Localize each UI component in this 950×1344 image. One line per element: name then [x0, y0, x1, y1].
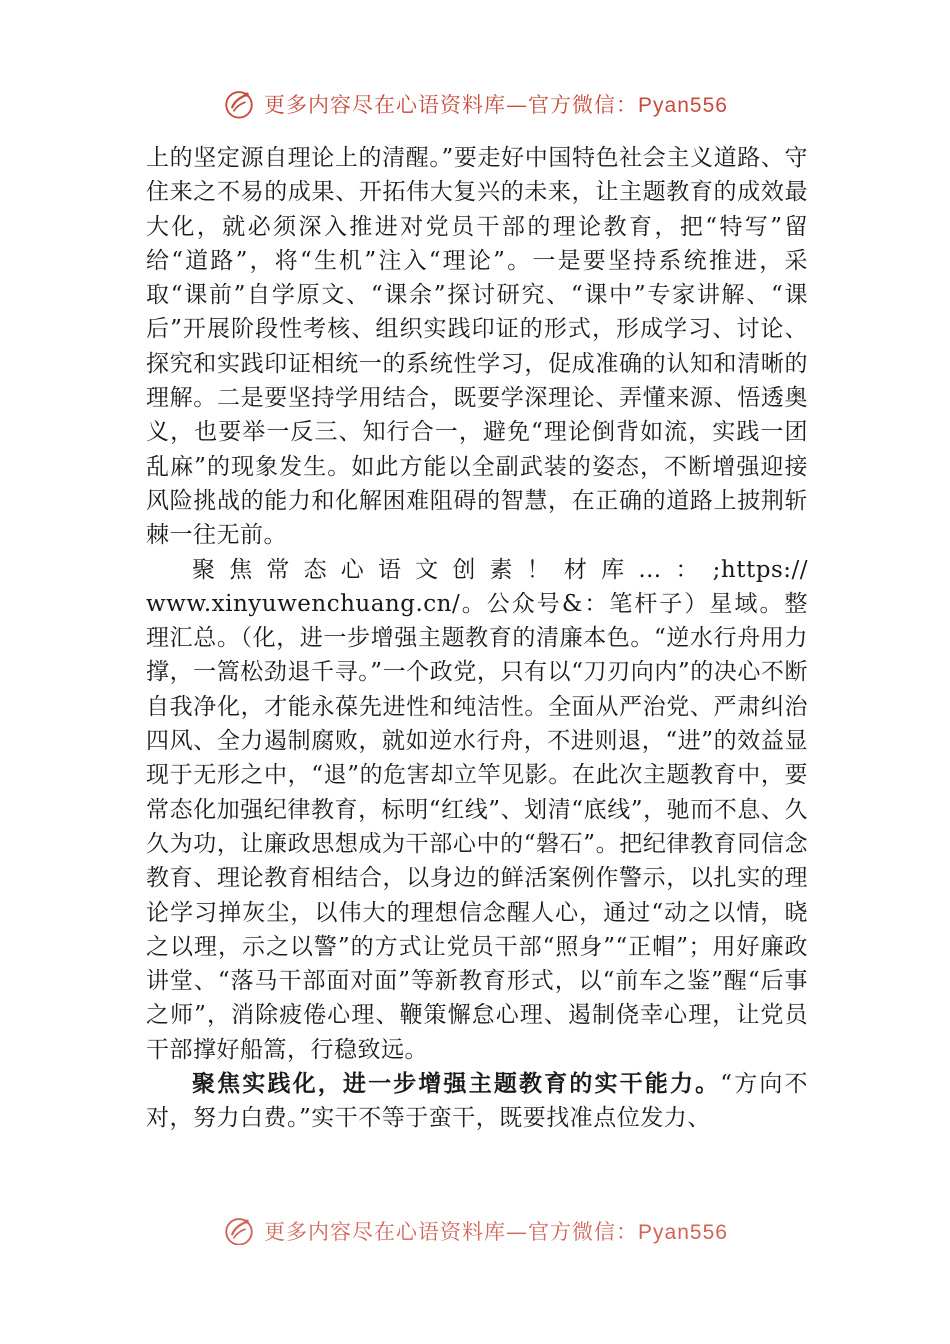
paragraph-3-text: “方向不对，努力白费。”实干不等于蛮干，既要找准点位发力、 — [146, 1071, 809, 1132]
footer-banner-id: Pyan556 — [638, 1221, 728, 1244]
header-banner-text: 更多内容尽在心语资料库—官方微信：Pyan556 — [264, 93, 728, 117]
footer-banner — [0, 1205, 950, 1245]
header-banner — [0, 82, 950, 126]
header-banner-id: Pyan556 — [638, 94, 728, 117]
paragraph-1: 上的坚定源自理论上的清醒。”要走好中国特色社会主义道路、守住来之不易的成果、开拓伟大复兴的未来，让主题教育的成效最大化，就必须深入推进对党员干部的理论教育，把“特写”留给“道路”，将“生机”注入“理论”。一是要坚持系统推进，采取“课前”自学原文、“课余”探讨研究、“课中”专家讲解、“课后”开展阶段性考核、组织实践印证的形式，形成学习、讨论、探究和实践印证相统一的系统性学习，促成准确的认知和清晰的理解。二是要坚持学用结合，既要学深理论、弄懂来源、悟透奥义，也要举一反三、知行合一，避免“理论倒背如流，实践一团乱麻”的现象发生。如此方能以全副武装的姿态，不断增强迎接风险挑战的能力和化解困难阻碍的智慧，在正确的道路上披荆斩棘一往无前。 — [146, 145, 808, 549]
document-body — [146, 141, 808, 1136]
library-logo-icon — [222, 1214, 256, 1245]
section-heading: 聚焦实践化，进一步增强主题教育的实干能力。 — [192, 1070, 721, 1098]
paragraph-3 — [146, 1067, 808, 1136]
paragraph-2-first-line: 聚焦常态心语文创素！材库…：;https:// — [192, 556, 808, 583]
paragraph-2: www.xinyuwenchuang.cn/。公众号&：笔杆子）星域。整理汇总。（化，进一步增强主题教育的清廉本色。“逆水行舟用力撑，一篙松劲退千寻。”一个政党，只有以“刀刃向内”的决心不断自我净化，才能永葆先进性和纯洁性。全面从严治党、严肃纠治四风、全力遏制腐败，就如逆水行舟，不进则退，“进”的效益显现于无形之中，“退”的危害却立竿见影。在此次主题教育中，要常态化加强纪律教育，标明“红线”、划清“底线”，驰而不息、久久为功，让廉政思想成为干部心中的“磐石”。把纪律教育同信念教育、理论教育相结合，以身边的鲜活案例作警示，以扎实的理论学习掸灰尘，以伟大的理想信念醒人心，通过“动之以情，晓之以理，示之以警”的方式让党员干部“照身”“正帽”；用好廉政讲堂、“落马干部面对面”等新教育形式，以“前车之鉴”醒“后事之师”，消除疲倦心理、鞭策懈怠心理、遏制侥幸心理，让党员干部撑好船篙，行稳致远。 — [146, 590, 808, 1063]
footer-banner-text: 更多内容尽在心语资料库—官方微信：Pyan556 — [264, 1220, 728, 1244]
library-logo-icon — [222, 87, 256, 121]
